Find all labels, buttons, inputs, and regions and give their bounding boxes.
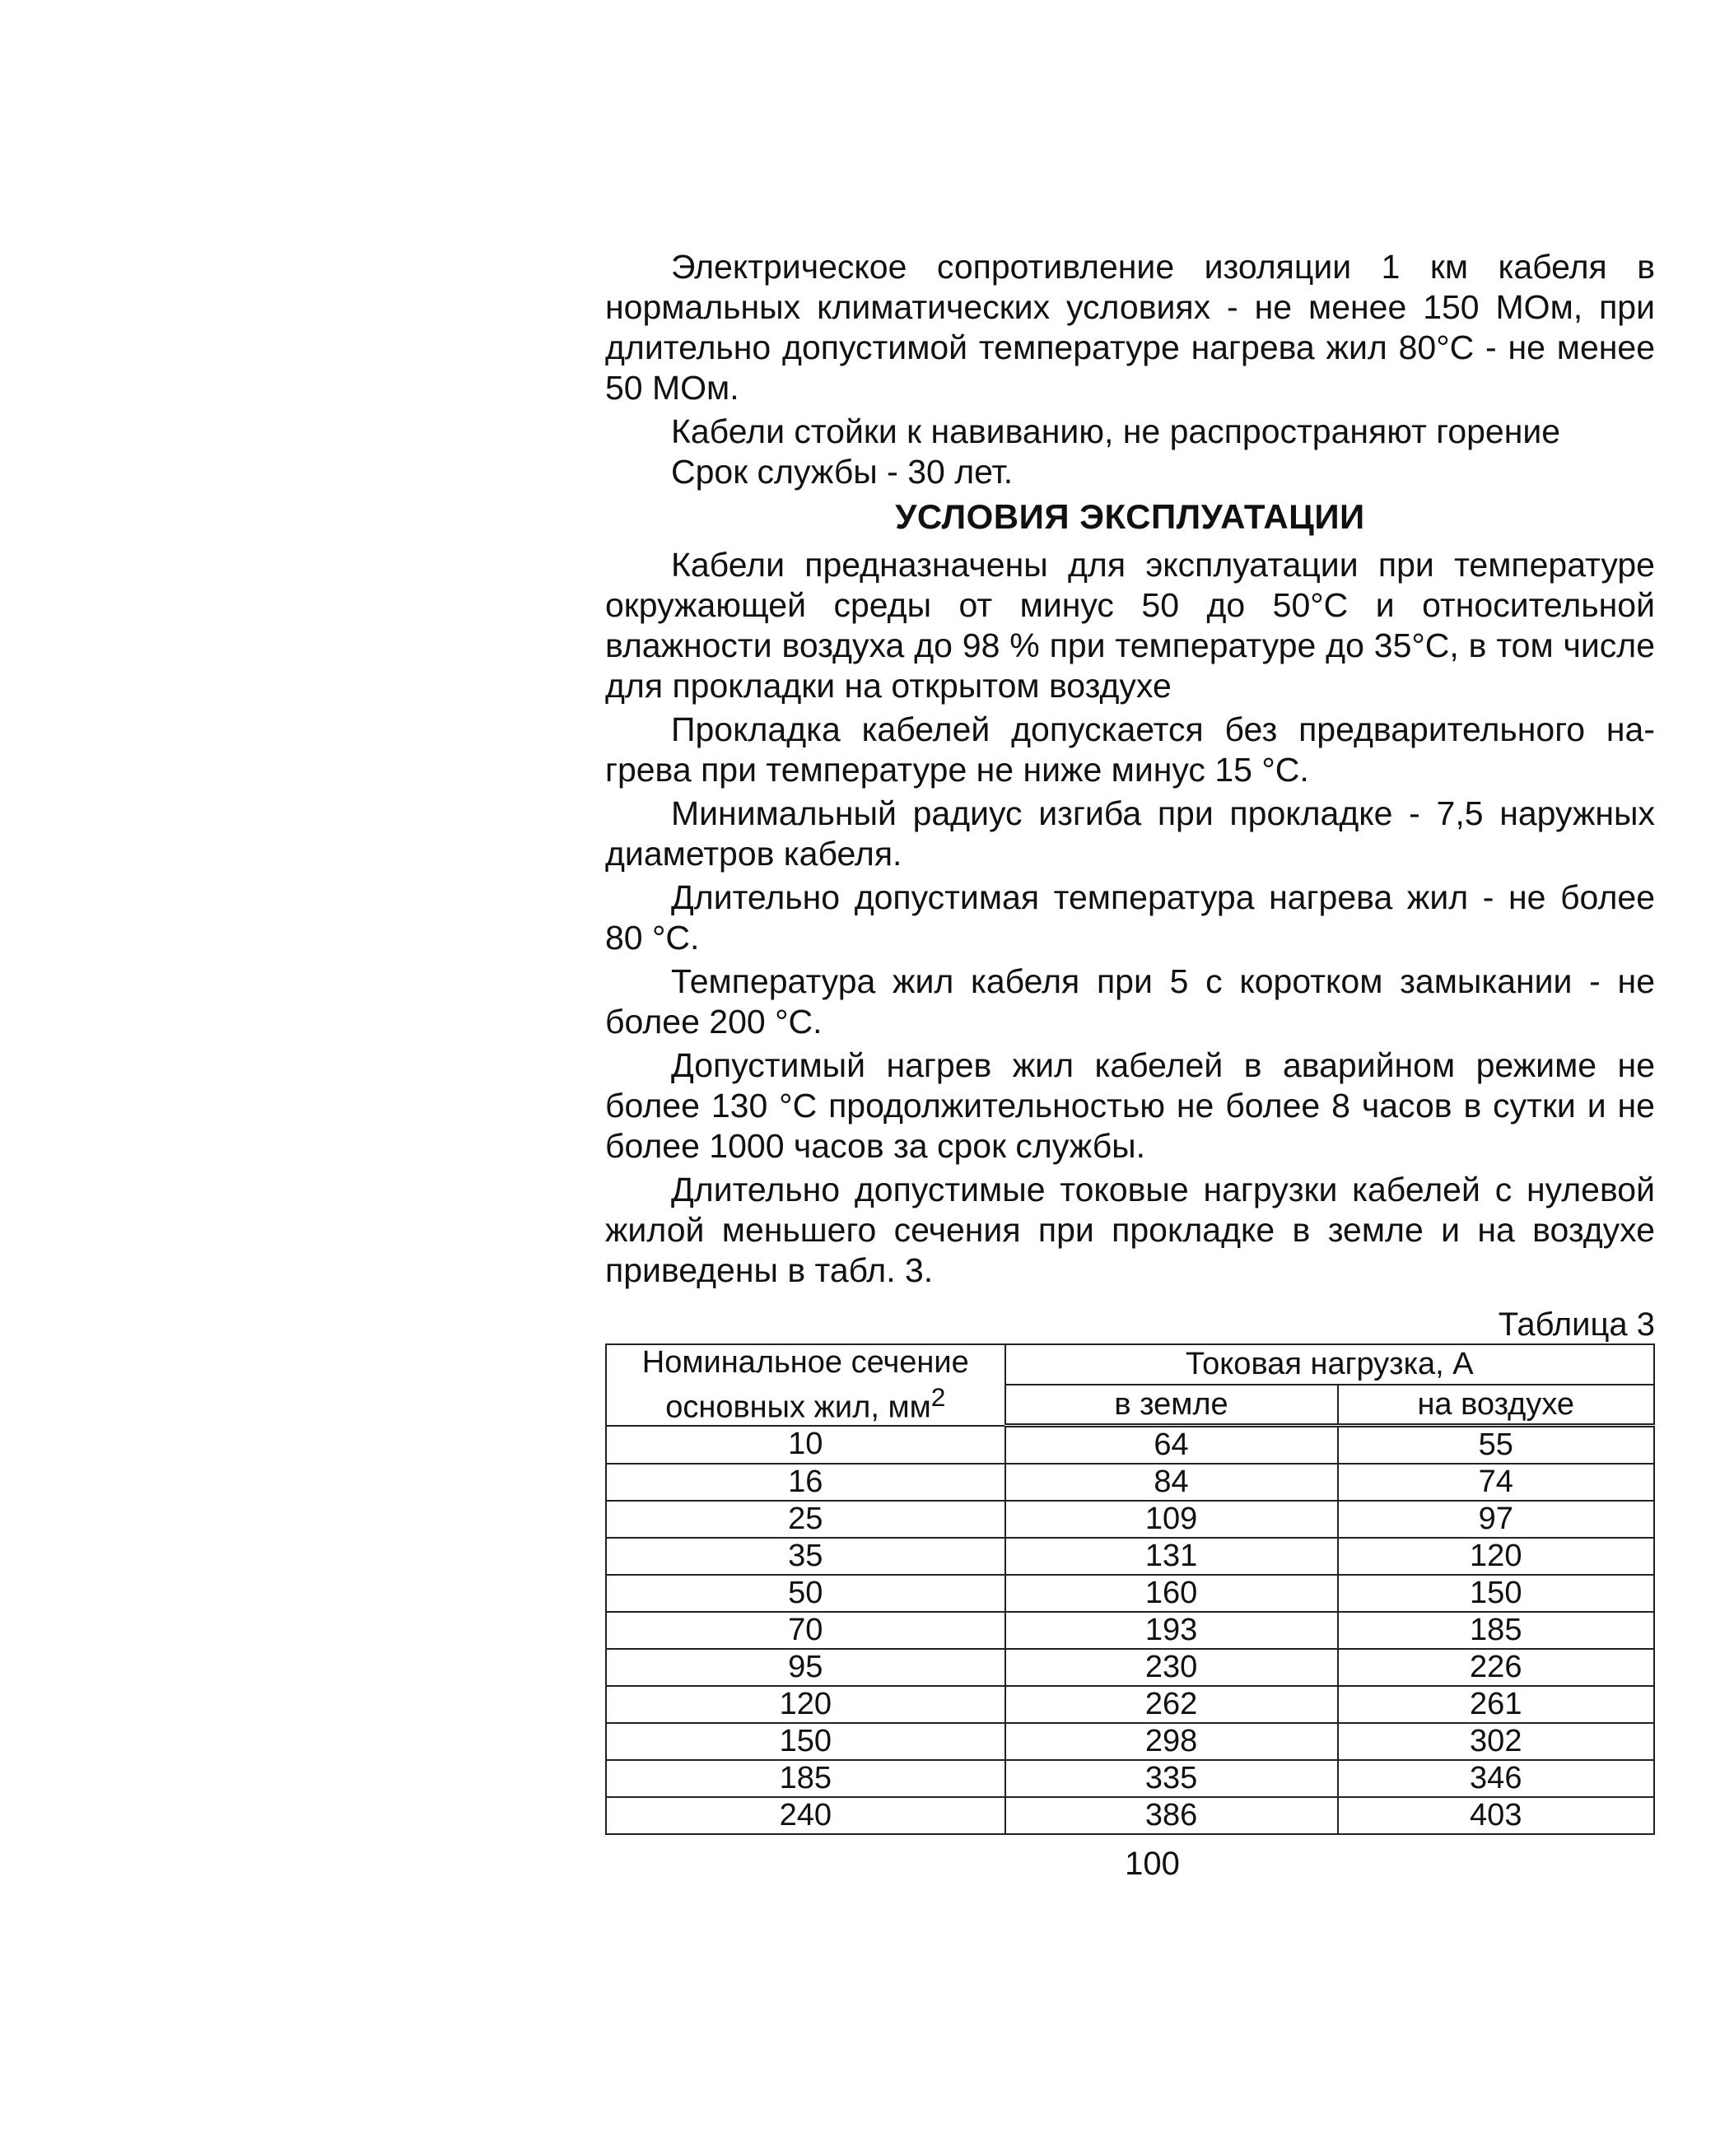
cell-section: 16 xyxy=(606,1464,1005,1501)
table-row xyxy=(606,1797,1654,1834)
table-row xyxy=(606,1575,1654,1612)
paragraph-insulation-resistance: Электрическое сопротивление изоляции 1 км кабеля в нормальных климатических условиях - не менее 150 МОм, при длительно допустимой температуре нагрева жил 80°С - не менее 50 МОм. xyxy=(605,248,1655,407)
cell-section: 150 xyxy=(606,1723,1005,1760)
cell-section: 25 xyxy=(606,1501,1005,1538)
paragraph-short-circuit-temperature: Температура жил кабеля при 5 с коротком замыкании - не более 200 °С. xyxy=(605,962,1655,1041)
table-header-row-top xyxy=(606,1344,1654,1385)
paragraph-max-core-temperature: Длительно допустимая температура нагрева жил - не более 80 °С. xyxy=(605,878,1655,957)
paragraph-service-life: Срок службы - 30 лет. xyxy=(671,453,1014,491)
cell-in-air: 226 xyxy=(1338,1649,1655,1686)
table-caption: Таблица 3 xyxy=(1498,1306,1655,1343)
cell-in-air: 403 xyxy=(1338,1797,1655,1834)
cell-in-ground: 109 xyxy=(1005,1501,1338,1538)
cell-in-air: 55 xyxy=(1338,1426,1655,1464)
cell-in-ground: 84 xyxy=(1005,1464,1338,1501)
header-current-load: Токовая нагрузка, А xyxy=(1005,1344,1654,1385)
table-row xyxy=(606,1538,1654,1575)
cell-in-ground: 160 xyxy=(1005,1575,1338,1612)
paragraph-operating-temperature: Кабели предназначены для эксплуатации при температуре окружающей среды от минус 50 до 50°С и относительной влажности воздуха до 98 % при температуре до 35°С, в том числе для прокладки на открытом воздухе xyxy=(605,546,1655,705)
cell-section: 10 xyxy=(606,1426,1005,1464)
table-row xyxy=(606,1649,1654,1686)
table-row xyxy=(606,1426,1654,1464)
table-row xyxy=(606,1760,1654,1797)
cell-section: 120 xyxy=(606,1686,1005,1723)
cell-section: 50 xyxy=(606,1575,1005,1612)
current-load-table xyxy=(605,1343,1655,1835)
header-in-air: на воздухе xyxy=(1338,1385,1655,1426)
header-unit-superscript: 2 xyxy=(930,1382,946,1412)
table-row xyxy=(606,1501,1654,1538)
paragraph-bending-radius: Минимальный радиус изгиба при прокладке - 7,5 наружных диаметров кабеля. xyxy=(605,794,1655,873)
table-row xyxy=(606,1612,1654,1649)
section-heading: УСЛОВИЯ ЭКСПЛУАТАЦИИ xyxy=(895,497,1365,536)
cell-section: 35 xyxy=(606,1538,1005,1575)
cell-in-ground: 193 xyxy=(1005,1612,1338,1649)
cell-in-air: 261 xyxy=(1338,1686,1655,1723)
table-row xyxy=(606,1464,1654,1501)
cell-section: 95 xyxy=(606,1649,1005,1686)
cell-in-ground: 230 xyxy=(1005,1649,1338,1686)
cell-section: 240 xyxy=(606,1797,1005,1834)
table-body xyxy=(606,1426,1654,1835)
cell-in-ground: 64 xyxy=(1005,1426,1338,1464)
cell-section: 185 xyxy=(606,1760,1005,1797)
page-number: 100 xyxy=(1125,1846,1180,1882)
cell-section: 70 xyxy=(606,1612,1005,1649)
header-nominal-section xyxy=(606,1344,1005,1426)
table-row xyxy=(606,1686,1654,1723)
cell-in-ground: 131 xyxy=(1005,1538,1338,1575)
paragraph-current-loads: Длительно допустимые токовые нагрузки кабелей с нулевой жилой меньшего сечения при прокладке в земле и на воздухе приведены в табл. 3. xyxy=(605,1171,1655,1289)
cell-in-air: 150 xyxy=(1338,1575,1655,1612)
cell-in-air: 302 xyxy=(1338,1723,1655,1760)
table-row xyxy=(606,1723,1654,1760)
cell-in-ground: 386 xyxy=(1005,1797,1338,1834)
header-nominal-section-line1: Номинальное сечение xyxy=(641,1345,969,1380)
cell-in-air: 74 xyxy=(1338,1464,1655,1501)
cell-in-air: 120 xyxy=(1338,1538,1655,1575)
paragraph-emergency-heating: Допустимый нагрев жил кабелей в аварийном режиме не более 130 °С продолжительностью не более 8 часов в сутки и не более 1000 часов за срок службы. xyxy=(605,1046,1655,1165)
cell-in-air: 97 xyxy=(1338,1501,1655,1538)
cell-in-ground: 298 xyxy=(1005,1723,1338,1760)
cell-in-air: 185 xyxy=(1338,1612,1655,1649)
header-in-ground: в земле xyxy=(1005,1385,1338,1426)
cell-in-ground: 262 xyxy=(1005,1686,1338,1723)
operating-conditions-section xyxy=(605,545,1655,1291)
cell-in-ground: 335 xyxy=(1005,1760,1338,1797)
header-nominal-section-line2: основных жил, мм xyxy=(665,1390,931,1425)
cell-in-air: 346 xyxy=(1338,1760,1655,1797)
paragraph-laying-temperature: Прокладка кабелей допускается без предварительного на-грева при температуре не ниже минус 15 °С. xyxy=(605,710,1655,789)
document-page xyxy=(605,247,1655,1835)
paragraph-fire-resistance: Кабели стойки к навиванию, не распространяют горение xyxy=(671,412,1561,450)
intro-section xyxy=(605,247,1655,492)
